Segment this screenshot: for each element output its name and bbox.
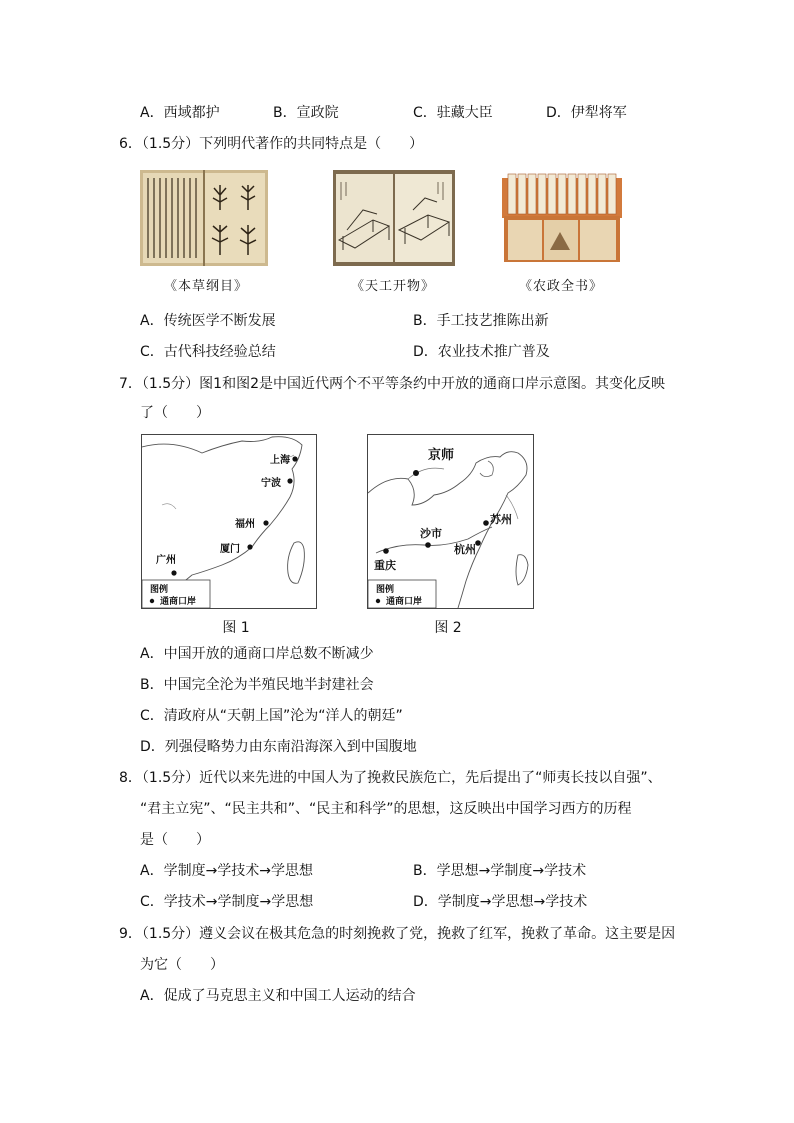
q8-stem-line1: 8．（1.5分）近代以来先进的中国人为了挽救民族危亡，先后提出了“师夷长技以自强”、 — [119, 770, 662, 786]
caption-nongzheng: 《农政全书》 — [518, 279, 603, 294]
map1-legend-item: 通商口岸 — [160, 597, 197, 607]
q9-stem-line2: 为它（ ） — [140, 957, 224, 973]
q7-stem-line1: 7．（1.5分）图1和图2是中国近代两个不平等条约中开放的通商口岸示意图。其变化反映 — [119, 376, 665, 392]
bencao-gangmu-image — [140, 170, 268, 266]
q7-stem-line2: 了（ ） — [140, 405, 210, 421]
nongzheng-quanshu-image — [500, 170, 624, 266]
caption-tiangong: 《天工开物》 — [350, 279, 435, 294]
q8-option-a: A．学制度→学技术→学思想 — [140, 863, 314, 879]
q6-stem: 6．（1.5分）下列明代著作的共同特点是（ ） — [119, 136, 424, 152]
q8-option-b: B．学思想→学制度→学技术 — [413, 863, 587, 879]
map1-city-fuzhou: 福州 — [235, 519, 255, 530]
q8-option-c: C．学技术→学制度→学思想 — [140, 894, 314, 910]
map1-city-guangzhou: 广州 — [156, 555, 176, 566]
q9-option-a: A．促成了马克思主义和中国工人运动的结合 — [140, 988, 416, 1004]
tiangong-kaiwu-image — [333, 170, 455, 266]
q7-option-a: A．中国开放的通商口岸总数不断减少 — [140, 646, 374, 662]
q9-stem-line1: 9．（1.5分）遵义会议在极其危急的时刻挽救了党，挽救了红军，挽救了革命。这主要是因 — [119, 926, 676, 942]
q8-option-d: D．学制度→学思想→学技术 — [413, 894, 588, 910]
map2-city-jingshi: 京师 — [428, 448, 455, 463]
q5-option-b: B．宣政院 — [273, 105, 339, 121]
map2-city-hangzhou: 杭州 — [454, 543, 476, 556]
q8-stem-line2: “君主立宪”、“民主共和”、“民主和科学”的思想，这反映出中国学习西方的历程 — [140, 801, 632, 817]
map-figure-1 — [141, 434, 317, 609]
q6-option-a: A．传统医学不断发展 — [140, 313, 276, 329]
map2-city-shashi: 沙市 — [420, 527, 442, 540]
q6-option-d: D．农业技术推广普及 — [413, 344, 550, 360]
map1-city-xiamen: 厦门 — [220, 544, 240, 555]
map1-city-ningbo: 宁波 — [261, 478, 281, 489]
map-figure-2 — [367, 434, 534, 609]
q5-option-d: D．伊犁将军 — [546, 105, 627, 121]
map2-city-suzhou: 苏州 — [490, 513, 512, 526]
map2-legend-item: 通商口岸 — [386, 597, 423, 607]
q6-option-b: B．手工技艺推陈出新 — [413, 313, 549, 329]
q7-option-d: D．列强侵略势力由东南沿海深入到中国腹地 — [140, 739, 417, 755]
q6-option-c: C．古代科技经验总结 — [140, 344, 276, 360]
q5-option-a: A．西域都护 — [140, 105, 220, 121]
q7-option-c: C．清政府从“天朝上国”沦为“洋人的朝廷” — [140, 708, 403, 724]
map1-legend-title: 图例 — [150, 585, 169, 595]
map2-caption: 图 2 — [434, 620, 462, 636]
q7-option-b: B．中国完全沦为半殖民地半封建社会 — [140, 677, 374, 693]
caption-bencao: 《本草纲目》 — [163, 279, 248, 294]
map1-city-shanghai: 上海 — [270, 455, 290, 466]
map2-legend-title: 图例 — [376, 585, 395, 595]
q8-stem-line3: 是（ ） — [140, 832, 210, 848]
q5-option-c: C．驻藏大臣 — [413, 105, 493, 121]
map1-caption: 图 1 — [222, 620, 250, 636]
map2-city-chongqing: 重庆 — [374, 559, 396, 572]
